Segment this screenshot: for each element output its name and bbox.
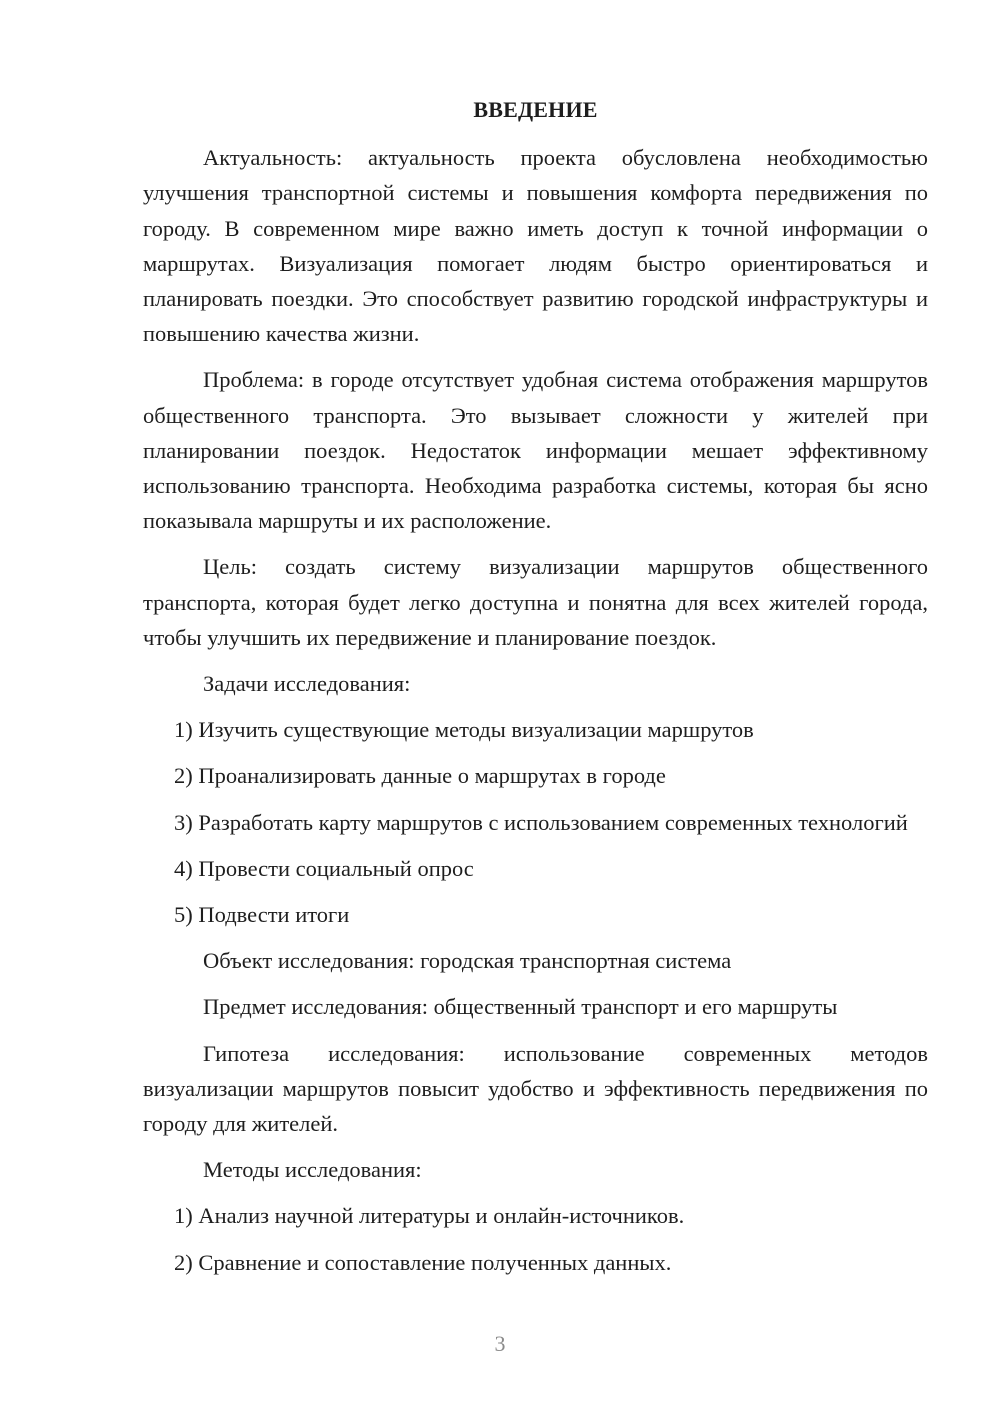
method-item-2: 2) Сравнение и сопоставление полученных данных.: [174, 1249, 672, 1275]
relevance-paragraph: Актуальность: актуальность проекта обусловлена необходимостью улучшения транспортной системы и повышения комфорта передвижения по городу. В современном мире важно иметь доступ к точной информации о маршрутах. Визуализация помогает людям быстро ориентироваться и планировать поездки. Это способствует развитию городской инфраструктуры и повышению качества жизни.: [143, 145, 928, 347]
task-item-4: 4) Провести социальный опрос: [174, 855, 474, 881]
task-item-5: 5) Подвести итоги: [174, 902, 350, 928]
page-number: 3: [494, 1331, 506, 1356]
page-title: ВВЕДЕНИЕ: [473, 97, 598, 122]
research-subject: Предмет исследования: общественный транспорт и его маршруты: [203, 994, 838, 1020]
task-item-3: 3) Разработать карту маршрутов с использованием современных технологий: [174, 809, 908, 835]
method-item-1: 1) Анализ научной литературы и онлайн-источников.: [174, 1203, 685, 1229]
goal-paragraph: Цель: создать систему визуализации маршрутов общественного транспорта, которая будет легко доступна и понятна для всех жителей города, чтобы улучшить их передвижение и планирование поездок.: [143, 554, 928, 650]
task-item-2: 2) Проанализировать данные о маршрутах в городе: [174, 763, 666, 789]
task-item-1: 1) Изучить существующие методы визуализации маршрутов: [174, 717, 754, 743]
tasks-heading: Задачи исследования:: [203, 671, 411, 697]
methods-heading: Методы исследования:: [203, 1157, 422, 1183]
problem-paragraph: Проблема: в городе отсутствует удобная система отображения маршрутов общественного транспорта. Это вызывает сложности у жителей при планировании поездок. Недостаток информации мешает эффективному использованию транспорта. Необходима разработка системы, которая бы ясно показывала маршруты и их расположение.: [143, 367, 928, 534]
document-page: [143, 92, 928, 1291]
hypothesis-paragraph: Гипотеза исследования: использование современных методов визуализации маршрутов повысит удобство и эффективность передвижения по городу для жителей.: [143, 1040, 928, 1137]
research-object: Объект исследования: городская транспортная система: [203, 948, 732, 974]
